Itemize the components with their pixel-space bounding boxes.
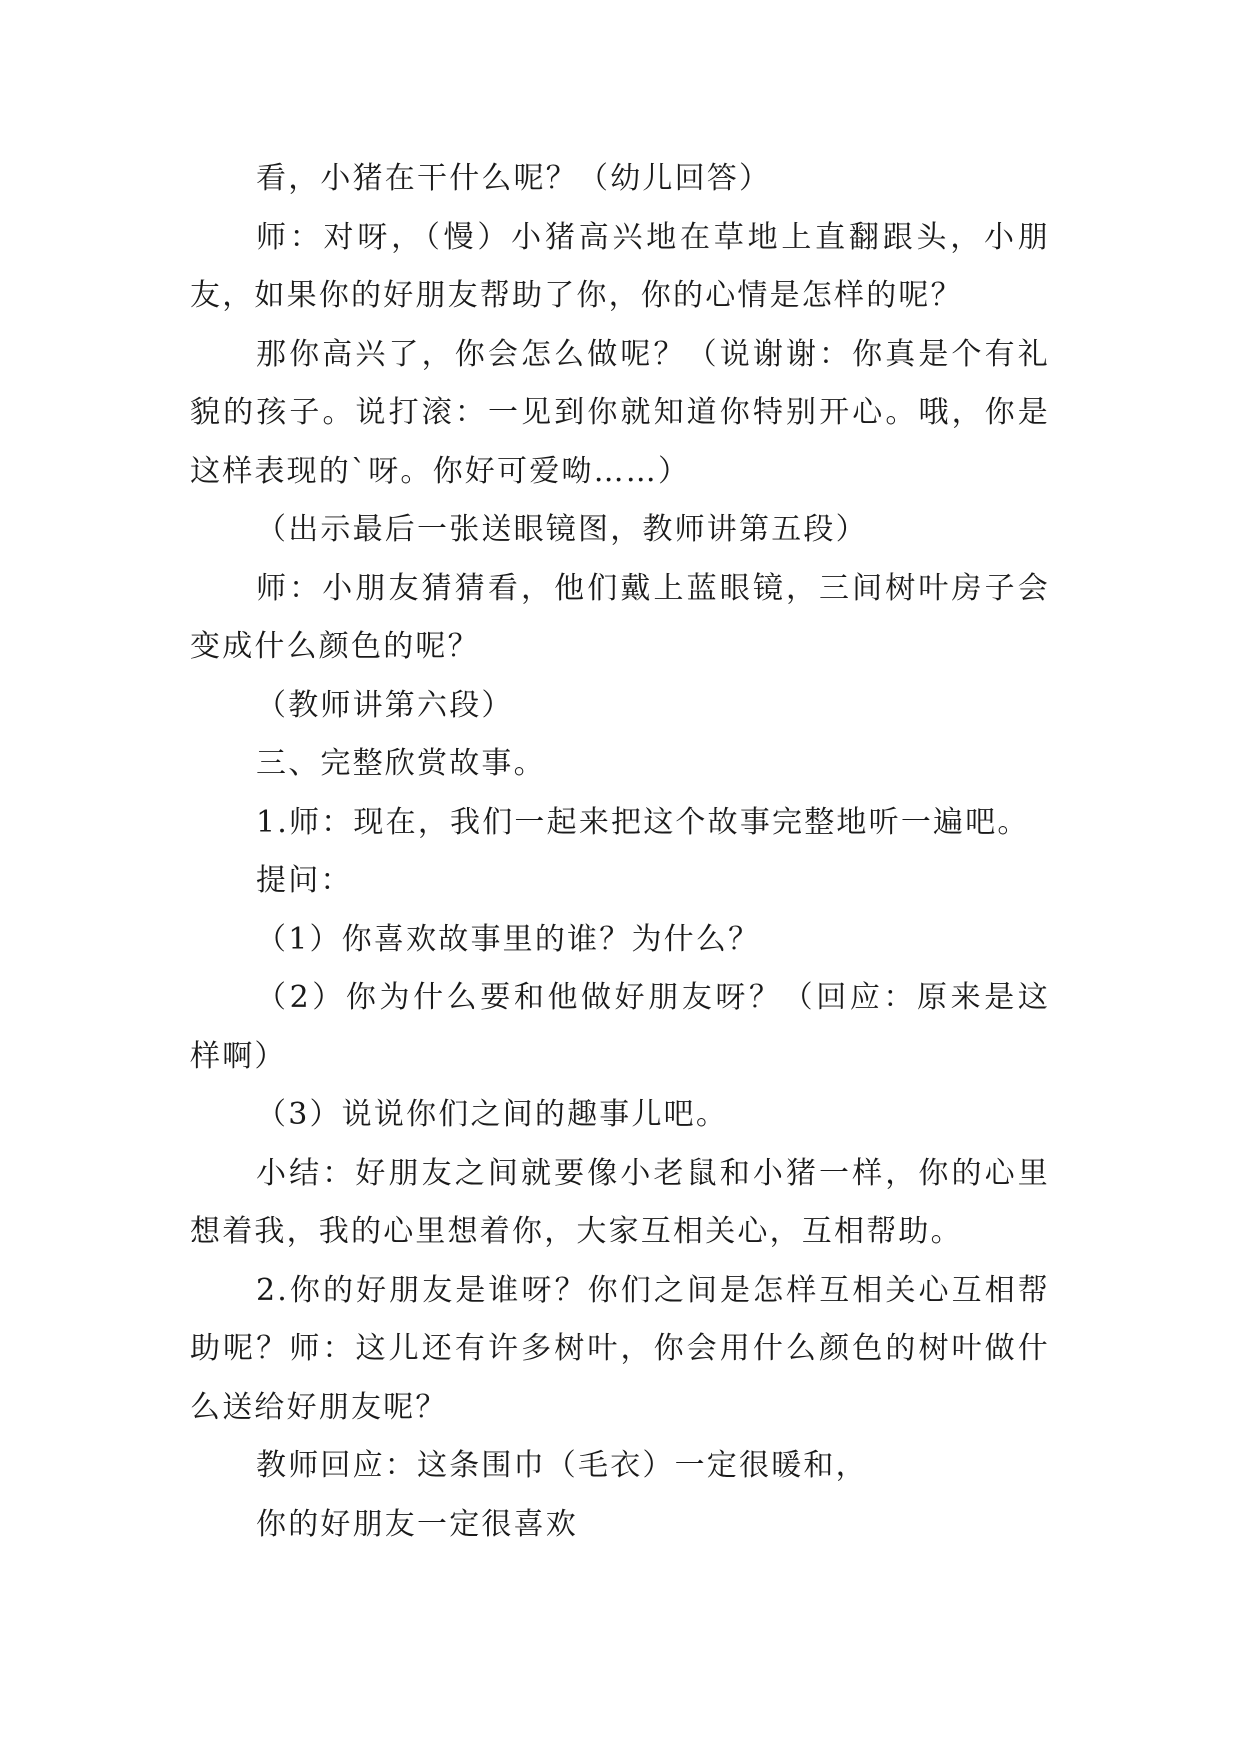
- paragraph-6: （教师讲第六段）: [256, 687, 514, 723]
- paragraph-5: 师：小朋友猜猜看，他们戴上蓝眼镜，三间树叶房子会变成什么颜色的呢？: [190, 570, 1050, 664]
- paragraph-1: 看，小猪在干什么呢？（幼儿回答）: [256, 161, 772, 196]
- paragraph-9: 提问：: [256, 863, 353, 898]
- paragraph-16: 你的好朋友一定很喜欢: [256, 1506, 578, 1542]
- question-2: （2）你为什么要和他做好朋友呀？（回应：原来是这样啊）: [190, 980, 1050, 1074]
- summary-paragraph: 小结：好朋友之间就要像小老鼠和小猪一样，你的心里想着我，我的心里想着你，大家互相关心，互相帮助。: [190, 1155, 1050, 1249]
- paragraph-2: 师：对呀，（慢）小猪高兴地在草地上直翻跟头，小朋友，如果你的好朋友帮助了你，你的心情是怎样的呢？: [190, 219, 1050, 313]
- paragraph-14: 2.你的好朋友是谁呀？你们之间是怎样互相关心互相帮助呢？师：这儿还有许多树叶，你会用什么颜色的树叶做什么送给好朋友呢？: [190, 1272, 1050, 1425]
- paragraph-3: 那你高兴了，你会怎么做呢？（说谢谢：你真是个有礼貌的孩子。说打滚：一见到你就知道你特别开心。哦，你是这样表现的`呀。你好可爱呦……）: [190, 336, 1050, 489]
- question-1: （1）你喜欢故事里的谁？为什么？: [256, 921, 761, 957]
- paragraph-15: 教师回应：这条围巾（毛衣）一定很暖和，: [256, 1448, 868, 1483]
- question-3: （3）说说你们之间的趣事儿吧。: [256, 1097, 729, 1132]
- paragraph-8: 1.师：现在，我们一起来把这个故事完整地听一遍吧。: [256, 804, 1030, 840]
- section-heading: 三、完整欣赏故事。: [256, 746, 546, 781]
- paragraph-4: （出示最后一张送眼镜图，教师讲第五段）: [256, 512, 868, 547]
- document-body: [190, 150, 1050, 1554]
